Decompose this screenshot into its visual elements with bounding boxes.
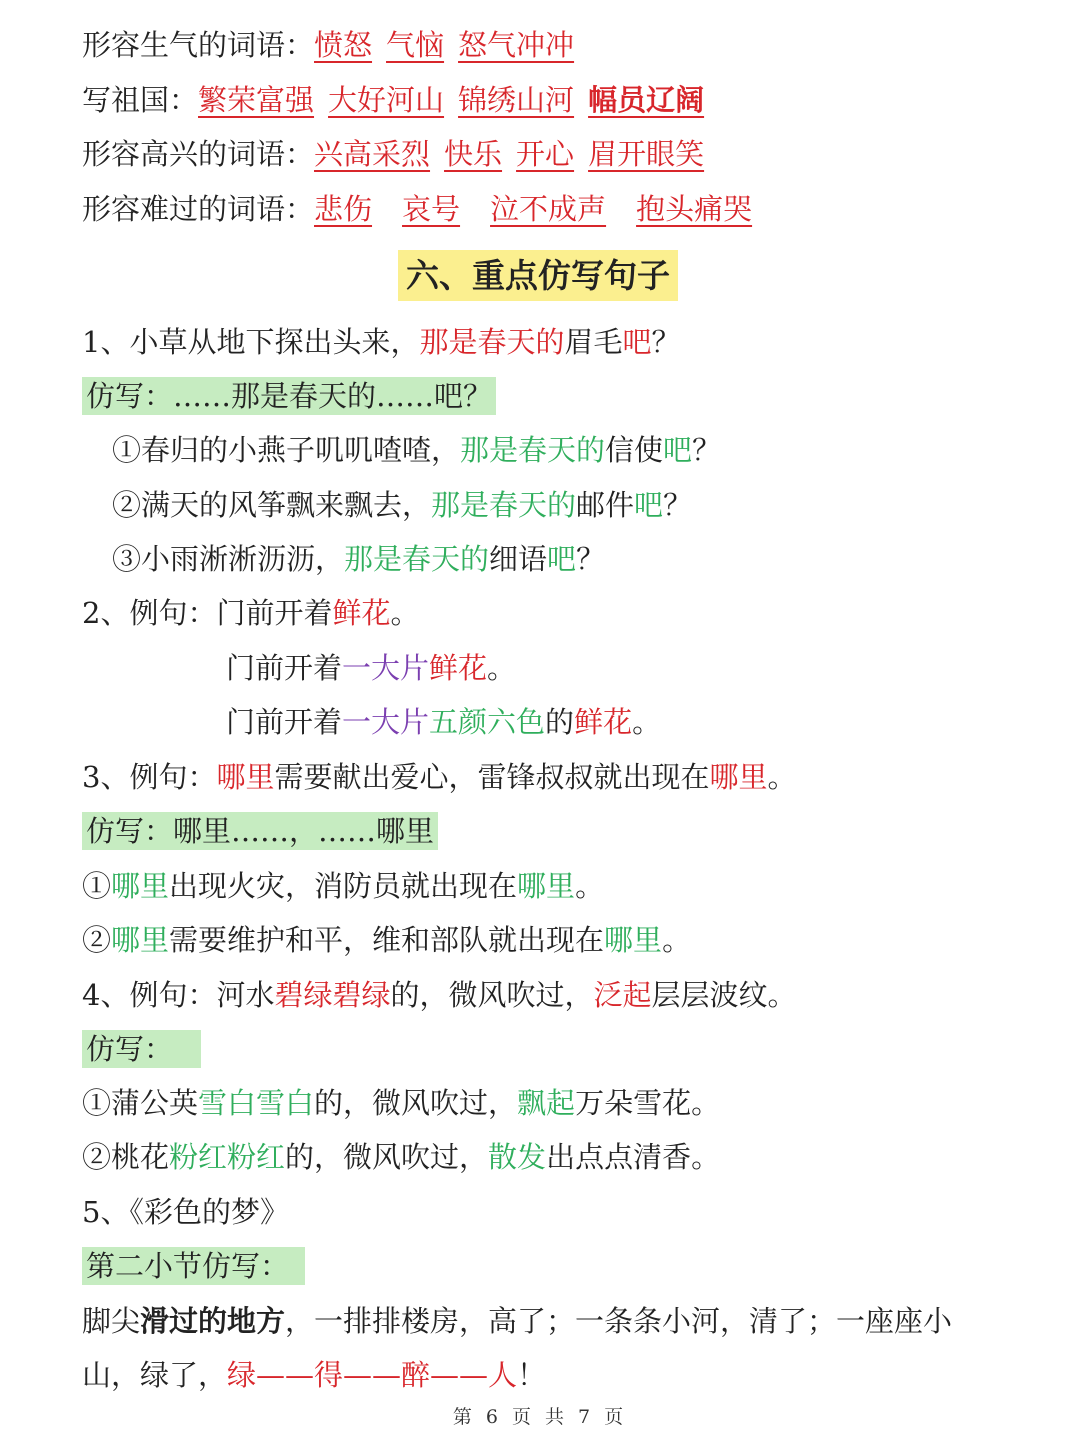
s5-text: 脚尖 — [82, 1304, 141, 1338]
s1-item-noun: 信使 — [605, 433, 664, 467]
s3-example — [82, 757, 797, 797]
s2-line2 — [226, 648, 516, 688]
section-title-text: 六、重点仿写句子 — [398, 250, 678, 301]
s1-item — [112, 539, 605, 579]
s3-keyword: 哪里 — [709, 760, 768, 794]
s5-imitate-label — [82, 1246, 305, 1286]
vocab-sad-word: 悲伤 — [314, 192, 373, 226]
vocab-happy-word: 兴高采烈 — [314, 137, 431, 171]
vocab-angry-word: 怒气冲冲 — [458, 28, 575, 62]
s3-item — [82, 866, 604, 906]
s1-item — [112, 485, 692, 525]
s3-item-punct: 。 — [575, 869, 605, 903]
s1-item-pattern: 那是春天的 — [460, 433, 606, 467]
s4-item-text: 的，微风吹过， — [314, 1086, 518, 1120]
s4-item-text: 万朵雪花。 — [575, 1086, 721, 1120]
page-footer: 第 6 页 共 7 页 — [452, 1406, 628, 1428]
s1-item-text: ③小雨淅淅沥沥， — [112, 542, 345, 576]
s5-imitate-text: 第二小节仿写： — [82, 1247, 305, 1285]
s1-example-noun: 眉毛 — [564, 325, 623, 359]
s4-item-text: ①蒲公英 — [82, 1086, 199, 1120]
s2-quantity: 一大片 — [342, 705, 430, 739]
s5-bold-phrase: 滑过的地方 — [140, 1304, 286, 1338]
s4-item-text: 的，微风吹过， — [285, 1140, 489, 1174]
s3-item-punct: 。 — [662, 923, 692, 957]
s5-paragraph-line2 — [82, 1355, 546, 1395]
s1-example-punct: ？ — [651, 325, 681, 359]
s3-imitate-text: 仿写：哪里……，……哪里 — [82, 812, 438, 850]
vocab-angry-label: 形容生气的词语： — [82, 28, 315, 62]
vocab-sad-word: 泣不成声 — [490, 192, 607, 226]
s1-item-text: ②满天的风筝飘来飘去， — [112, 488, 432, 522]
s1-item-noun: 细语 — [489, 542, 548, 576]
s3-keyword: 哪里 — [216, 760, 275, 794]
s5-title — [82, 1192, 289, 1232]
s1-item-particle: 吧 — [547, 542, 577, 576]
s4-item-verb: 散发 — [488, 1140, 547, 1174]
s4-text: 层层波纹。 — [651, 978, 797, 1012]
s3-item-keyword: 哪里 — [111, 923, 170, 957]
s2-punct: 。 — [487, 651, 517, 685]
s4-label: 4、例句： — [82, 978, 217, 1012]
s3-item — [82, 920, 691, 960]
vocab-country-line — [82, 80, 704, 120]
s5-text: ，一排排楼房，高了；一条条小河，清了；一座座小 — [285, 1304, 953, 1338]
s5-text: 山，绿了， — [82, 1358, 228, 1392]
vocab-country-word-bold: 幅员辽阔 — [588, 83, 705, 117]
s3-text: 需要献出爱心，雷锋叔叔就出现在 — [274, 760, 710, 794]
s5-punct: ！ — [517, 1358, 547, 1392]
s1-imitate-text: 仿写：……那是春天的……吧？ — [82, 377, 496, 415]
s3-item-keyword: 哪里 — [517, 869, 576, 903]
vocab-country-word: 锦绣山河 — [458, 83, 575, 117]
s1-imitate-label — [82, 376, 496, 416]
s2-line3 — [226, 702, 661, 742]
s2-color-word: 五颜六色 — [429, 705, 546, 739]
s4-verb: 泛起 — [593, 978, 652, 1012]
s1-item-punct: ？ — [576, 542, 606, 576]
s1-item — [112, 430, 721, 470]
s5-emphasis: 绿——得——醉——人 — [227, 1358, 518, 1392]
s5-paragraph-line1 — [82, 1301, 952, 1341]
vocab-happy-word: 开心 — [516, 137, 575, 171]
vocab-sad-label: 形容难过的词语： — [82, 192, 315, 226]
s4-item-adjective: 粉红粉红 — [169, 1140, 286, 1174]
s3-item-num: ① — [82, 869, 112, 903]
s3-imitate-label — [82, 811, 438, 851]
vocab-sad-word: 哀号 — [402, 192, 461, 226]
s1-item-pattern: 那是春天的 — [431, 488, 577, 522]
s3-item-keyword: 哪里 — [604, 923, 663, 957]
s3-item-num: ② — [82, 923, 112, 957]
s1-item-punct: ？ — [692, 433, 722, 467]
s2-punct: 。 — [632, 705, 662, 739]
s4-adjective: 碧绿碧绿 — [274, 978, 391, 1012]
s2-text: 门前开着 — [226, 651, 343, 685]
s4-imitate-text: 仿写： — [82, 1030, 201, 1068]
s4-example — [82, 975, 797, 1015]
s1-item-noun: 邮件 — [576, 488, 635, 522]
s4-item-text: ②桃花 — [82, 1140, 170, 1174]
vocab-sad-word: 抱头痛哭 — [636, 192, 753, 226]
s4-item — [82, 1137, 720, 1177]
s2-noun: 鲜花 — [574, 705, 633, 739]
section-title — [398, 256, 678, 297]
s2-quantity: 一大片 — [342, 651, 430, 685]
s4-text: 的，微风吹过， — [390, 978, 594, 1012]
s4-item-adjective: 雪白雪白 — [198, 1086, 315, 1120]
s3-label: 3、例句： — [82, 760, 217, 794]
vocab-country-label: 写祖国： — [82, 83, 199, 117]
s1-item-particle: 吧 — [634, 488, 664, 522]
vocab-country-word: 繁荣富强 — [198, 83, 315, 117]
vocab-sad-line — [82, 189, 752, 229]
s2-text: 门前开着 — [226, 705, 343, 739]
vocab-angry-word: 愤怒 — [314, 28, 373, 62]
s1-example — [82, 322, 681, 362]
s3-item-text: 需要维护和平，维和部队就出现在 — [169, 923, 605, 957]
s2-noun: 鲜花 — [429, 651, 488, 685]
s1-item-punct: ？ — [663, 488, 693, 522]
s1-example-text: 1、小草从地下探出头来， — [82, 325, 420, 359]
s3-item-keyword: 哪里 — [111, 869, 170, 903]
vocab-happy-line — [82, 134, 704, 174]
vocab-country-word: 大好河山 — [328, 83, 445, 117]
vocab-happy-label: 形容高兴的词语： — [82, 137, 315, 171]
s2-line1 — [82, 593, 420, 633]
vocab-angry-line — [82, 25, 574, 65]
s2-label: 2、例句： — [82, 596, 217, 630]
s4-item — [82, 1083, 720, 1123]
vocab-angry-word: 气恼 — [386, 28, 445, 62]
s4-item-text: 出点点清香。 — [546, 1140, 721, 1174]
s5-label: 5、《彩色的梦》 — [82, 1195, 289, 1229]
s2-punct: 。 — [390, 596, 420, 630]
vocab-happy-word: 眉开眼笑 — [588, 137, 705, 171]
s1-example-pattern: 那是春天的 — [419, 325, 565, 359]
s3-item-text: 出现火灾，消防员就出现在 — [169, 869, 518, 903]
s4-text: 河水 — [216, 978, 275, 1012]
s1-example-particle: 吧 — [622, 325, 652, 359]
s4-imitate-label — [82, 1029, 201, 1069]
s2-text: 门前开着 — [216, 596, 333, 630]
s4-item-verb: 飘起 — [517, 1086, 576, 1120]
vocab-happy-word: 快乐 — [444, 137, 503, 171]
s1-item-particle: 吧 — [663, 433, 693, 467]
s3-punct: 。 — [767, 760, 797, 794]
s2-noun: 鲜花 — [332, 596, 391, 630]
s2-particle: 的 — [545, 705, 575, 739]
s1-item-pattern: 那是春天的 — [344, 542, 490, 576]
s1-item-text: ①春归的小燕子叽叽喳喳， — [112, 433, 461, 467]
